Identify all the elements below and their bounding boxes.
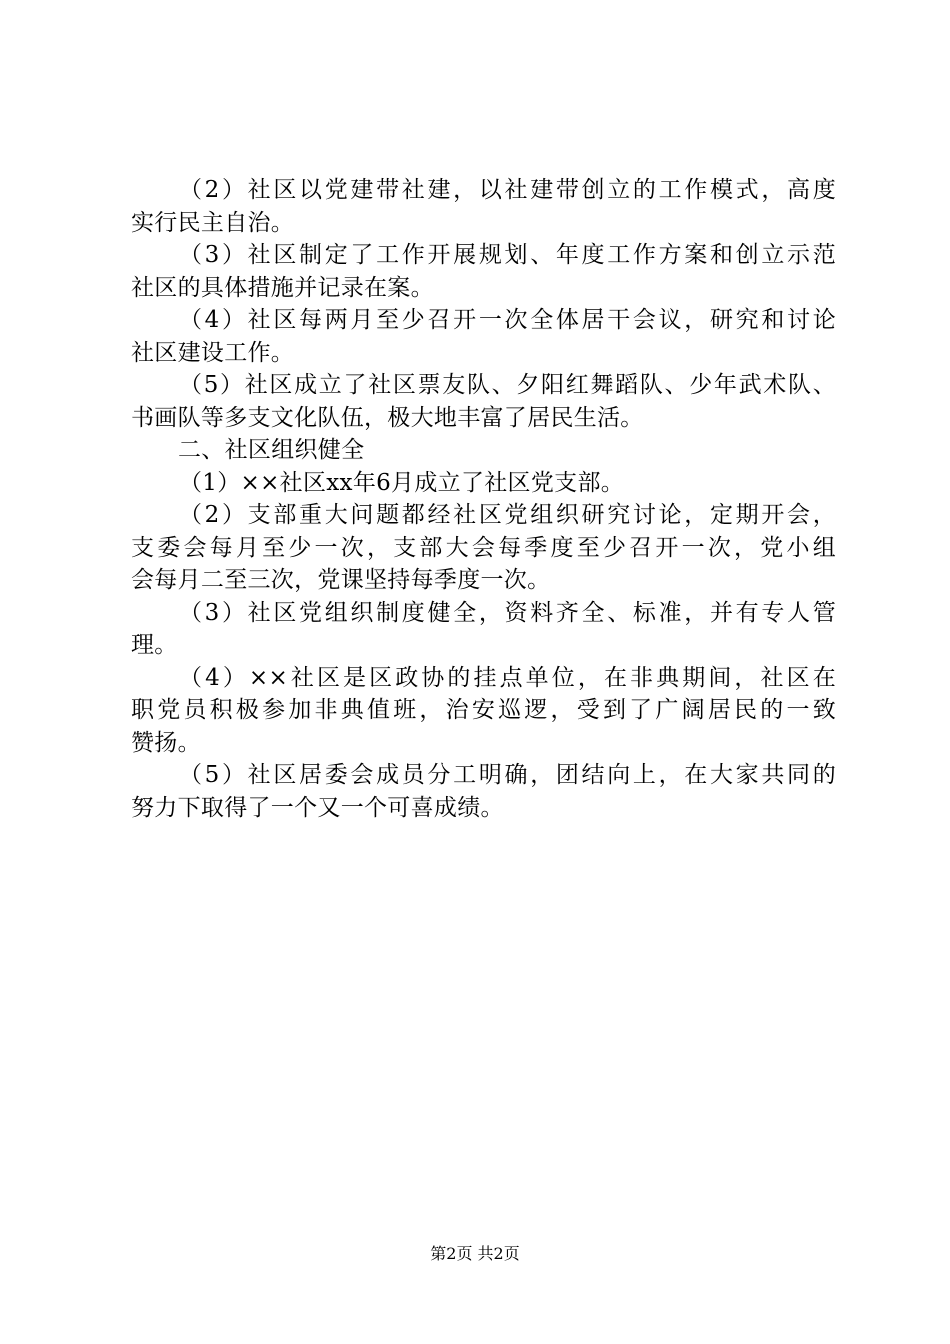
paragraph-line: （3）社区制定了工作开展规划、年度工作方案和创立示范 [179, 242, 836, 268]
paragraph-line: （5）社区居委会成员分工明确，团结向上，在大家共同的 [179, 762, 836, 788]
page-footer: 第2页 共2页 [430, 1244, 520, 1263]
paragraph-line: 支委会每月至少一次，支部大会每季度至少召开一次，党小组 [131, 534, 836, 561]
paragraph-line: （4）××社区是区政协的挂点单位，在非典期间，社区在 [179, 664, 836, 691]
paragraph-line: 赞扬。 [131, 729, 201, 756]
document-body [131, 174, 836, 824]
paragraph-line: 会每月二至三次，党课坚持每季度一次。 [131, 567, 551, 593]
paragraph-line: （1）××社区xx年6月成立了社区党支部。 [179, 469, 625, 496]
paragraph-line: 理。 [131, 632, 178, 658]
paragraph-line: 努力下取得了一个又一个可喜成绩。 [131, 794, 504, 821]
paragraph-line: （3）社区党组织制度健全，资料齐全、标准，并有专人管 [179, 599, 836, 626]
paragraph-line: （2）支部重大问题都经社区党组织研究讨论，定期开会， [179, 502, 836, 528]
paragraph-line: 书画队等多支文化队伍，极大地丰富了居民生活。 [131, 404, 644, 431]
section-heading: 二、社区组织健全 [178, 437, 365, 463]
paragraph-line: （5）社区成立了社区票友队、夕阳红舞蹈队、少年武术队、 [179, 372, 836, 398]
paragraph-line: （4）社区每两月至少召开一次全体居干会议，研究和讨论 [179, 307, 836, 333]
paragraph-line: 职党员积极参加非典值班，治安巡逻，受到了广阔居民的一致 [131, 697, 836, 723]
paragraph-line: （2）社区以党建带社建，以社建带创立的工作模式，高度 [179, 177, 836, 203]
paragraph-line: 实行民主自治。 [131, 209, 295, 236]
paragraph-line: 社区建设工作。 [131, 339, 295, 366]
paragraph-line: 社区的具体措施并记录在案。 [131, 274, 434, 301]
